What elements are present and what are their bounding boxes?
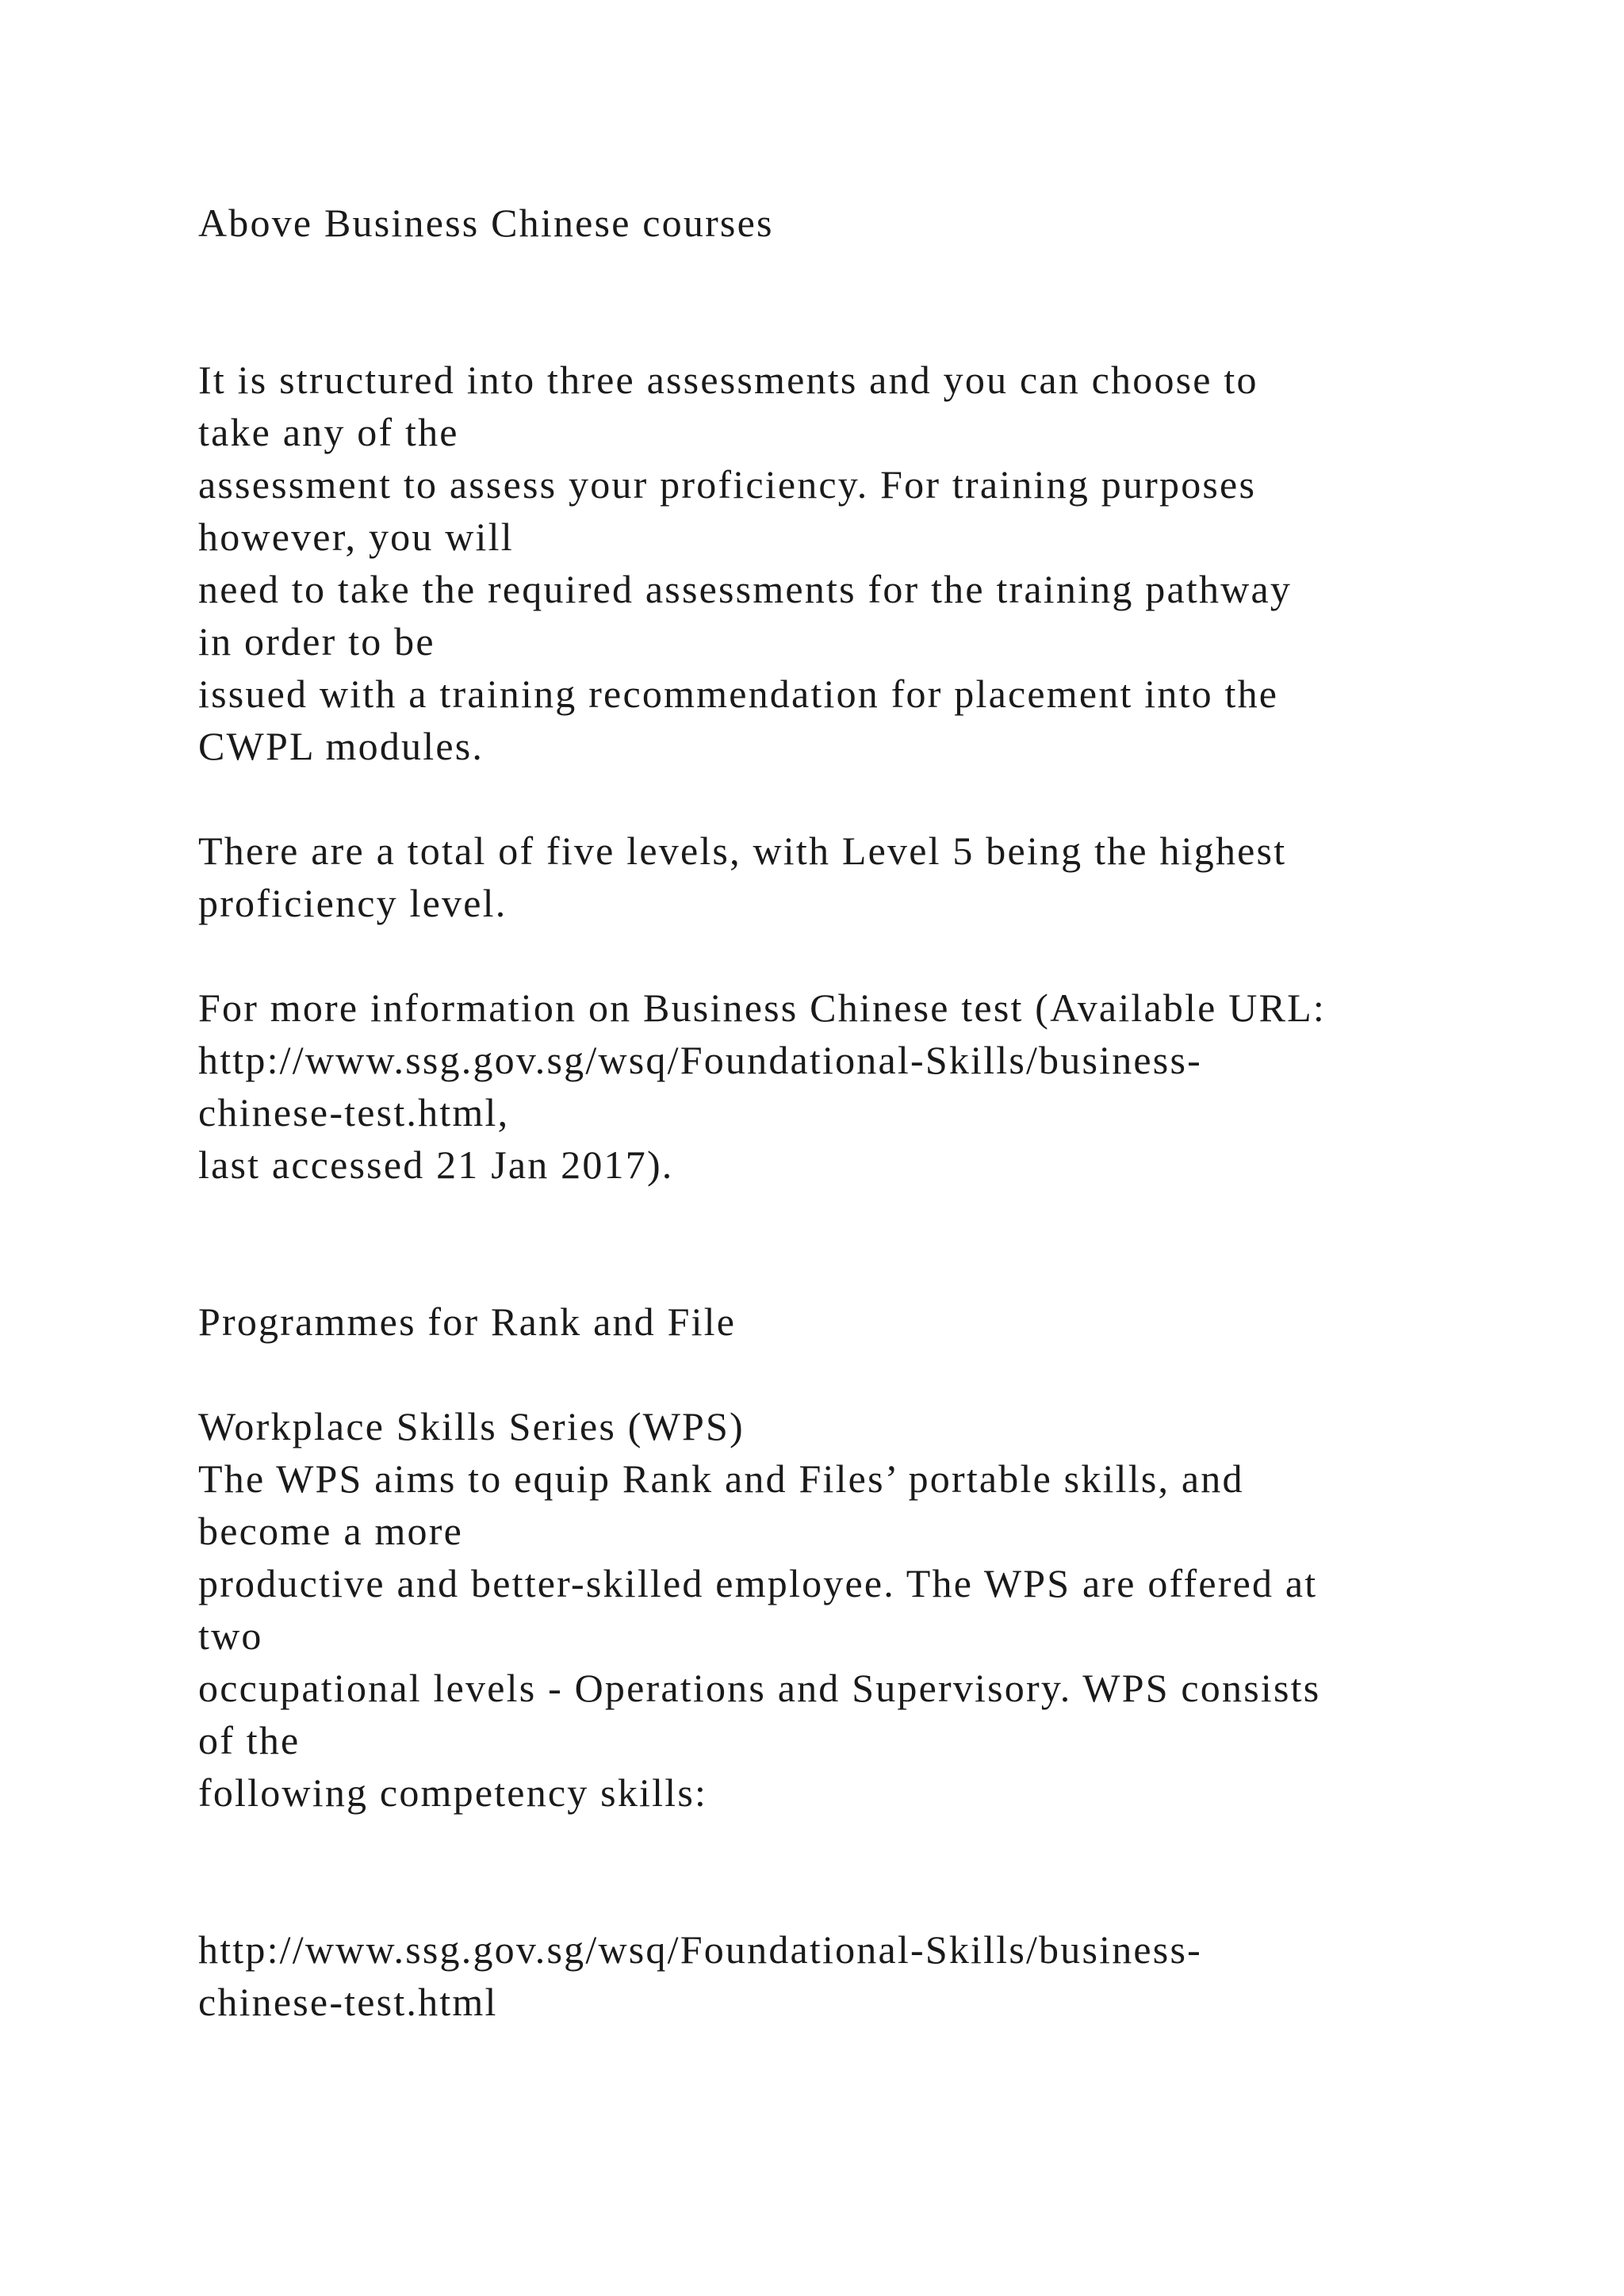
text-line: become a more [198, 1509, 463, 1553]
url-text: chinese-test.html [198, 1980, 498, 2024]
url-text: http://www.ssg.gov.sg/wsq/Foundational-Skills/business- [198, 1038, 1202, 1082]
text-line: in order to be [198, 619, 435, 664]
text-line: last accessed 21 Jan 2017). [198, 1142, 674, 1187]
text-line: assessment to assess your proficiency. For training purposes [198, 462, 1257, 507]
subheading: Workplace Skills Series (WPS) [198, 1404, 745, 1448]
text-line: following competency skills: [198, 1770, 708, 1815]
text-line: need to take the required assessments for the training pathway [198, 567, 1293, 611]
text-line: take any of the [198, 410, 459, 454]
url-text: http://www.ssg.gov.sg/wsq/Foundational-Skills/business- [198, 1927, 1202, 1972]
text-line: occupational levels - Operations and Supervisory. WPS consists [198, 1666, 1321, 1710]
section-heading: Programmes for Rank and File [198, 1299, 737, 1344]
text-line: two [198, 1613, 263, 1658]
text-line: issued with a training recommendation for placement into the [198, 672, 1279, 716]
url-text: chinese-test.html, [198, 1090, 510, 1135]
text-line: The WPS aims to equip Rank and Files’ portable skills, and [198, 1456, 1244, 1501]
text-line: It is structured into three assessments and you can choose to [198, 358, 1258, 402]
text-line: of the [198, 1718, 301, 1762]
text-line: productive and better-skilled employee. The WPS are offered at [198, 1561, 1318, 1605]
text-line: For more information on Business Chinese test (Available URL: [198, 985, 1326, 1030]
text-line: proficiency level. [198, 881, 508, 925]
section-heading: Above Business Chinese courses [198, 201, 774, 245]
text-line: however, you will [198, 515, 514, 559]
text-line: CWPL modules. [198, 724, 485, 768]
text-line: There are a total of five levels, with Level 5 being the highest [198, 828, 1287, 873]
